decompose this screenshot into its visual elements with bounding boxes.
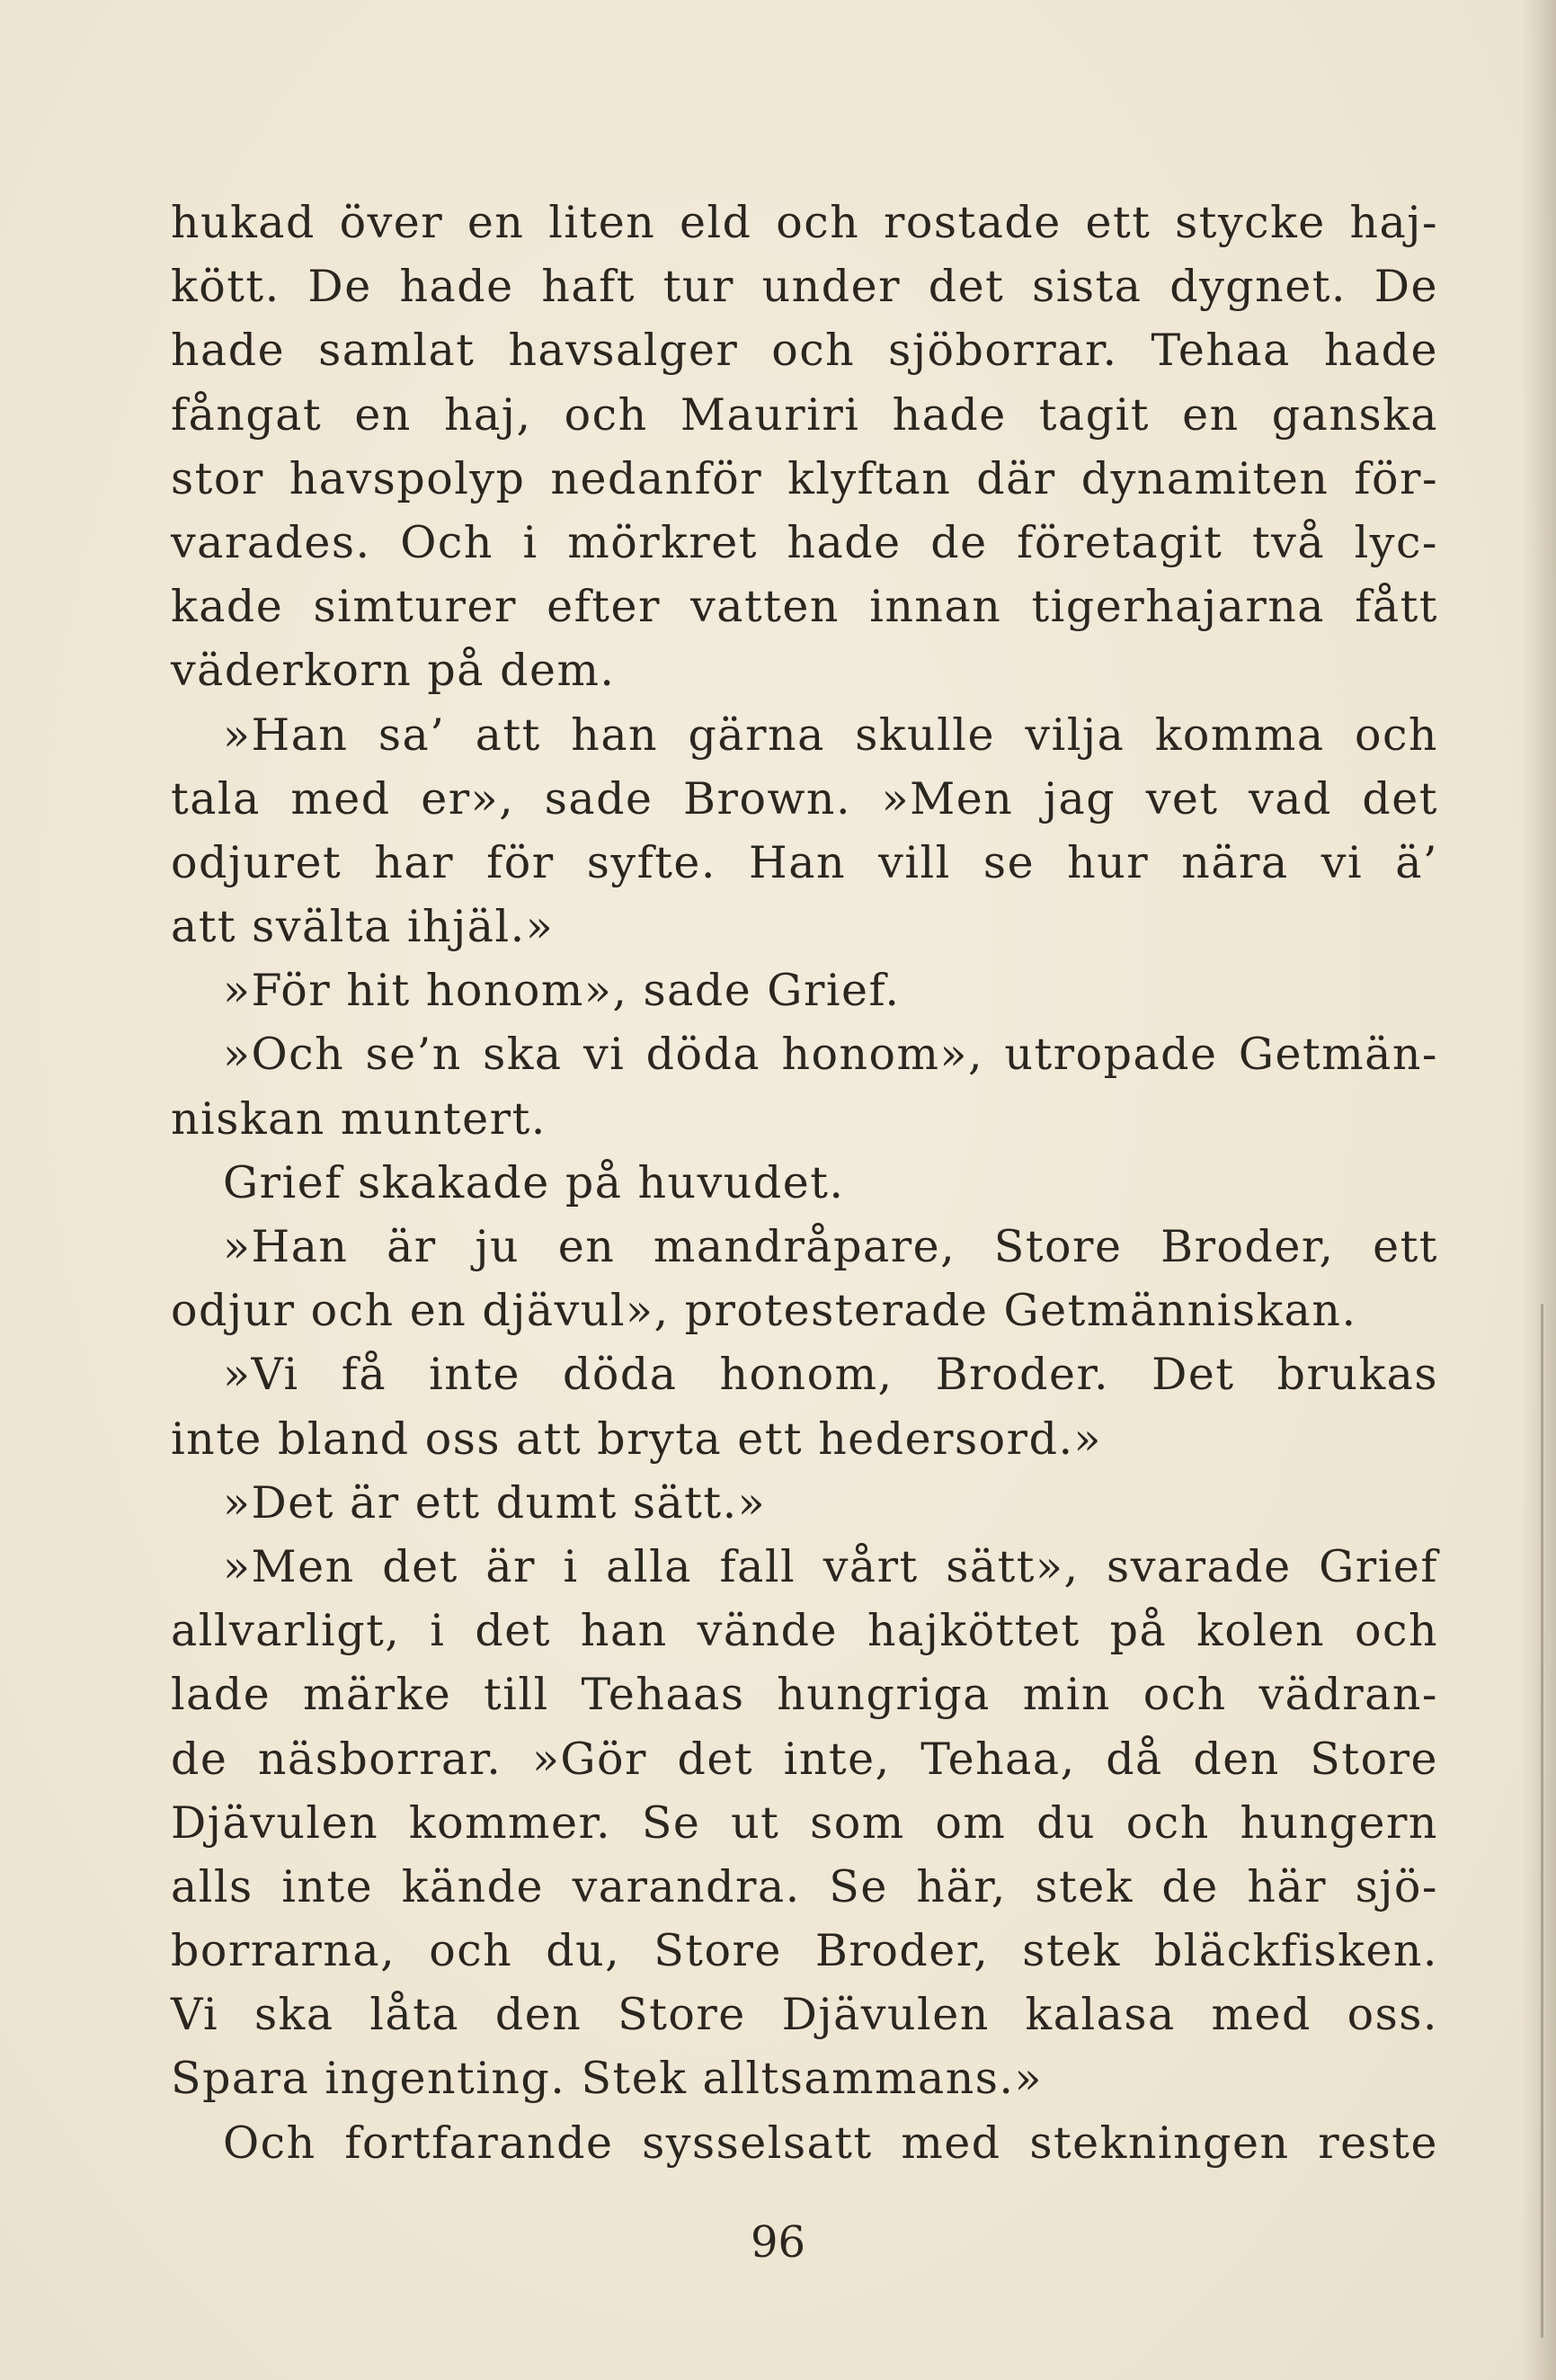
text-line: att svälta ihjäl.» — [171, 901, 555, 953]
text-line: lade märke till Tehaas hungriga min och vädran- — [171, 1669, 1438, 1721]
text-line: odjur och en djävul», protesterade Getmänniskan. — [171, 1285, 1357, 1337]
text-line: »Men det är i alla fall vårt sätt», svarade Grief — [223, 1540, 1438, 1592]
text-line: varades. Och i mörkret hade de företagit två lyc- — [171, 516, 1438, 568]
text-line: borrarna, och du, Store Broder, stek bläckfisken. — [171, 1925, 1438, 1977]
text-line: niskan muntert. — [171, 1092, 547, 1145]
paragraph — [171, 1471, 1438, 1535]
page-edge-line — [1541, 1304, 1543, 2338]
text-line: tala med er», sade Brown. »Men jag vet vad det — [171, 772, 1438, 825]
text-line: Spara ingenting. Stek alltsammans.» — [171, 2053, 1043, 2105]
text-line: kade simturer efter vatten innan tigerhajarna fått — [171, 581, 1438, 633]
text-line: stor havspolyp nedanför klyftan där dynamiten för- — [171, 452, 1438, 504]
paragraph — [171, 1022, 1438, 1150]
text-line: inte bland oss att bryta ett hedersord.» — [171, 1413, 1103, 1465]
text-line: väderkorn på dem. — [171, 645, 616, 697]
body-text — [171, 191, 1438, 2175]
paragraph — [171, 1215, 1438, 1342]
text-line: Och fortfarande sysselsatt med stekningen reste — [223, 2117, 1438, 2169]
text-line: fångat en haj, och Mauriri hade tagit en ganska — [171, 388, 1438, 441]
text-line: Vi ska låta den Store Djävulen kalasa med oss. — [171, 1989, 1438, 2041]
text-line: »Vi få inte döda honom, Broder. Det brukas — [223, 1349, 1438, 1401]
paragraph — [171, 1151, 1438, 1215]
text-line: »Han sa’ att han gärna skulle vilja komma och — [223, 709, 1438, 761]
text-line: allvarligt, i det han vände hajköttet på kolen och — [171, 1605, 1438, 1657]
text-line: »Han är ju en mandråpare, Store Broder, ett — [223, 1221, 1438, 1272]
text-line: »För hit honom», sade Grief. — [223, 965, 901, 1017]
page-number: 96 — [750, 2217, 806, 2268]
text-line: Djävulen kommer. Se ut som om du och hungern — [171, 1796, 1438, 1849]
text-line: »Det är ett dumt sätt.» — [223, 1476, 767, 1529]
text-line: hukad över en liten eld och rostade ett stycke haj- — [171, 197, 1438, 248]
text-line: hade samlat havsalger och sjöborrar. Tehaa hade — [171, 325, 1438, 377]
paragraph — [171, 2111, 1438, 2175]
paragraph — [171, 703, 1438, 959]
paragraph — [171, 958, 1438, 1022]
paragraph — [171, 191, 1438, 703]
text-line: odjuret har för syfte. Han vill se hur nära vi ä’ — [171, 836, 1438, 888]
text-line: Grief skakade på huvudet. — [223, 1156, 845, 1208]
page-edge-shadow — [1522, 0, 1556, 2380]
paragraph — [171, 1535, 1438, 2111]
text-line: »Och se’n ska vi döda honom», utropade Getmän- — [223, 1029, 1438, 1081]
text-line: alls inte kände varandra. Se här, stek de här sjö- — [171, 1860, 1438, 1912]
text-line: kött. De hade haft tur under det sista dygnet. De — [171, 261, 1438, 313]
text-line: de näsborrar. »Gör det inte, Tehaa, då den Store — [171, 1733, 1438, 1785]
paragraph — [171, 1342, 1438, 1470]
